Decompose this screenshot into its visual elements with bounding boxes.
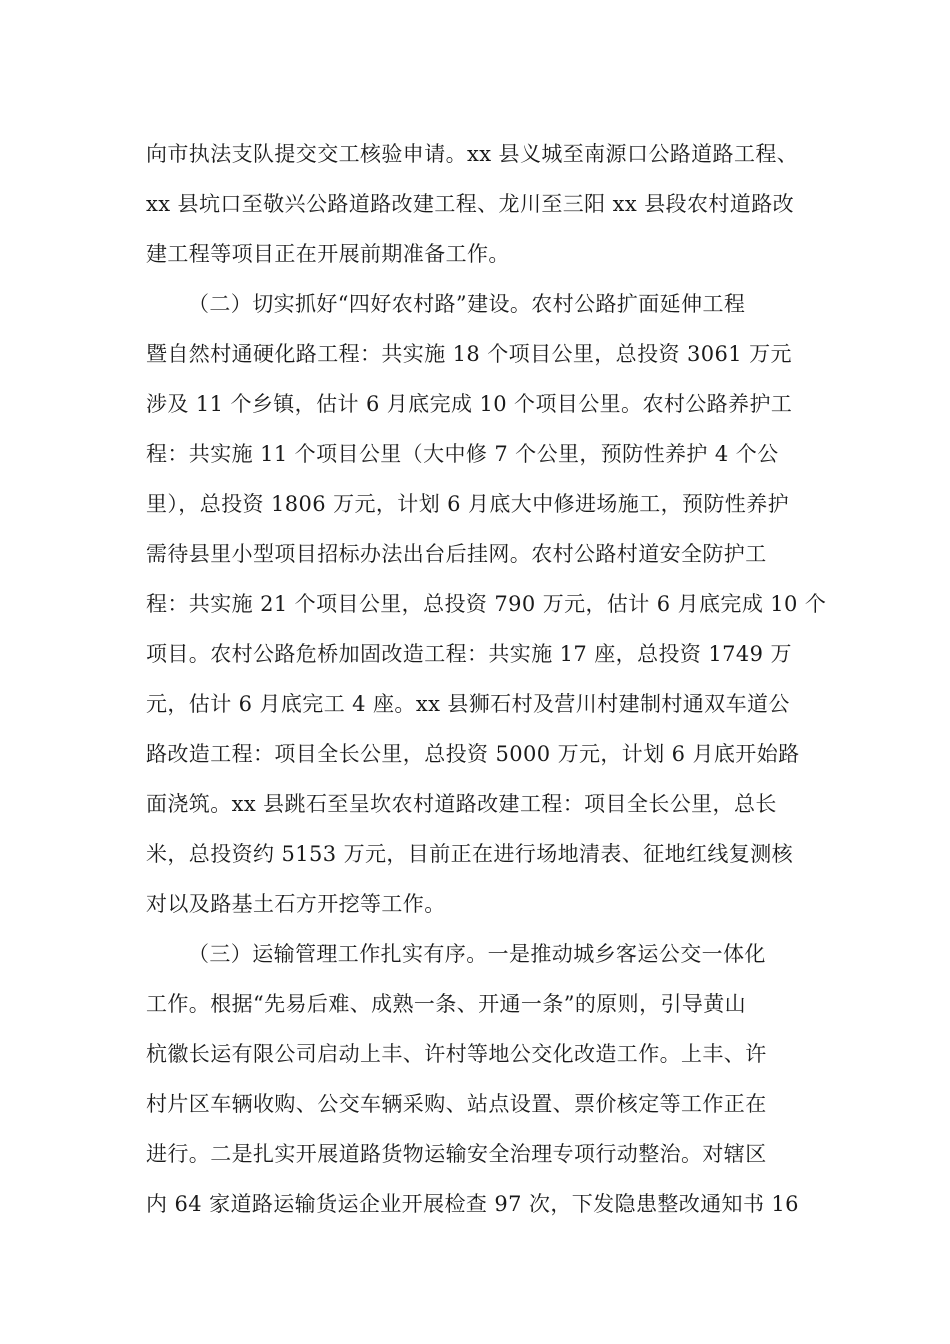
text-line: 米，总投资约 5153 万元，目前正在进行场地清表、征地红线复测核: [146, 842, 793, 866]
text-line: 程：共实施 11 个项目公里（大中修 7 个公里，预防性养护 4 个公: [146, 442, 779, 466]
text-line: 暨自然村通硬化路工程：共实施 18 个项目公里，总投资 3061 万元: [146, 342, 792, 366]
paragraph-start-line: （三）运输管理工作扎实有序。一是推动城乡客运公交一体化: [188, 942, 766, 966]
text-line: xx 县坑口至敬兴公路道路改建工程、龙川至三阳 xx 县段农村道路改: [146, 192, 794, 216]
text-line: 建工程等项目正在开展前期准备工作。: [146, 242, 510, 266]
text-line: 工作。根据“先易后难、成熟一条、开通一条”的原则，引导黄山: [146, 992, 747, 1016]
text-line: 项目。农村公路危桥加固改造工程：共实施 17 座，总投资 1749 万: [146, 642, 792, 666]
text-line: 内 64 家道路运输货运企业开展检查 97 次，下发隐患整改通知书 16: [146, 1192, 799, 1216]
text-line: 对以及路基土石方开挖等工作。: [146, 892, 446, 916]
text-line: 向市执法支队提交交工核验申请。xx 县义城至南源口公路道路工程、: [146, 142, 799, 166]
text-line: 需待县里小型项目招标办法出台后挂网。农村公路村道安全防护工: [146, 542, 767, 566]
text-line: 村片区车辆收购、公交车辆采购、站点设置、票价核定等工作正在: [146, 1092, 767, 1116]
text-line: 杭徽长运有限公司启动上丰、许村等地公交化改造工作。上丰、许: [146, 1042, 767, 1066]
text-line: 进行。二是扎实开展道路货物运输安全治理专项行动整治。对辖区: [146, 1142, 767, 1166]
text-line: 面浇筑。xx 县跳石至呈坎农村道路改建工程：项目全长公里，总长: [146, 792, 777, 816]
text-line: 程：共实施 21 个项目公里，总投资 790 万元，估计 6 月底完成 10 个: [146, 592, 827, 616]
text-line: 元，估计 6 月底完工 4 座。xx 县狮石村及营川村建制村通双车道公: [146, 692, 790, 716]
text-line: 里），总投资 1806 万元，计划 6 月底大中修进场施工，预防性养护: [146, 492, 790, 516]
paragraph-start-line: （二）切实抓好“四好农村路”建设。农村公路扩面延伸工程: [188, 292, 746, 316]
text-line: 路改造工程：项目全长公里，总投资 5000 万元，计划 6 月底开始路: [146, 742, 800, 766]
text-line: 涉及 11 个乡镇，估计 6 月底完成 10 个项目公里。农村公路养护工: [146, 392, 793, 416]
